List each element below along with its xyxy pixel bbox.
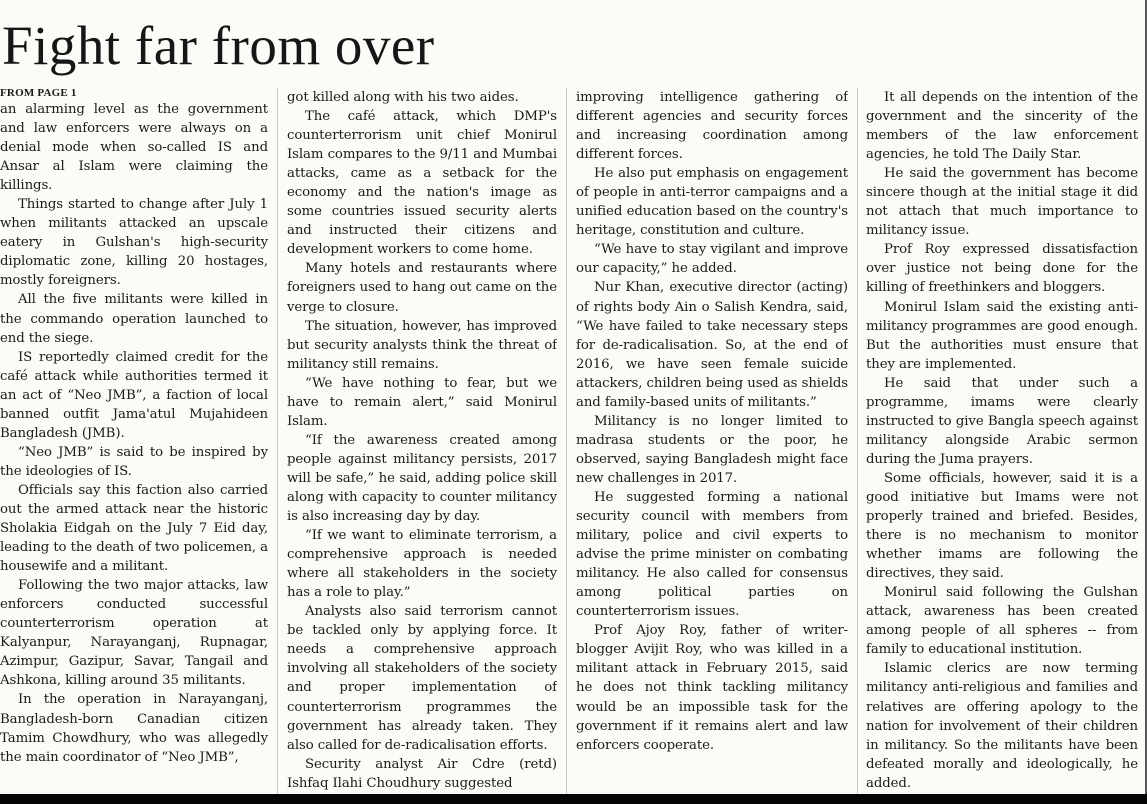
paragraph: Things started to change after July 1 when militants attacked an upscale eatery in Gulshan's high-security diplomatic zone, killing 20 hostages, mostly foreigners. [0, 197, 268, 289]
paragraph: improving intelligence gathering of different agencies and security forces and increasing coordination among different forces. [576, 90, 848, 163]
article-column-2 [287, 88, 557, 796]
paragraph: He said that under such a programme, imams were clearly instructed to give Bangla speech against militancy alongside Arabic sermon during the Juma prayers. [866, 375, 1138, 467]
paragraph: Many hotels and restaurants where foreigners used to hang out came on the verge to closure. [287, 261, 557, 315]
paragraph: Some officials, however, said it is a good initiative but Imams were not properly trained and briefed. Besides, there is no mechanism to monitor whether imams are following the directives, they said. [866, 470, 1138, 582]
paragraph: “If we want to eliminate terrorism, a comprehensive approach is needed where all stakeholders in the society has a role to play.” [287, 528, 557, 601]
paragraph: The situation, however, has improved but security analysts think the threat of militancy still remains. [287, 318, 557, 372]
paragraph: The café attack, which DMP's counterterrorism unit chief Monirul Islam compares to the 9/11 and Mumbai attacks, came as a setback for the economy and the nation's image as some countries issued security alerts and instructed their citizens and development workers to come home. [287, 109, 557, 258]
paragraph: He suggested forming a national security council with members from military, police and civil experts to advise the prime minister on combating militancy. He also called for consensus among political parties on counterterrorism issues. [576, 489, 848, 620]
paragraph: All the five militants were killed in the commando operation launched to end the siege. [0, 292, 268, 346]
headline: Fight far from over [2, 15, 435, 76]
paragraph: Security analyst Air Cdre (retd) Ishfaq Ilahi Choudhury suggested [287, 756, 557, 791]
paragraph: Following the two major attacks, law enforcers conducted successful counterterrorism operation at Kalyanpur, Narayanganj, Rupnagar, Azimpur, Gazipur, Savar, Tangail and Ashkona, killing around 35 militants. [0, 578, 268, 689]
article-column-1 [0, 100, 268, 796]
column-divider [566, 88, 567, 796]
paragraph: Islamic clerics are now terming militancy anti-religious and families and relatives are offering apology to the nation for involvement of their children in militancy. So the militants have been defeated morally and ideologically, he added. [866, 661, 1138, 791]
bottom-bar [0, 794, 1147, 804]
paragraph: Militancy is no longer limited to madrasa students or the poor, he observed, saying Bangladesh might face new challenges in 2017. [576, 413, 848, 486]
article-column-4 [866, 88, 1138, 796]
paragraph: Prof Ajoy Roy, father of writer-blogger Avijit Roy, who was killed in a militant attack in February 2015, said he does not think tackling militancy would be an impossible task for the government if it remains alert and law enforcers cooperate. [576, 623, 848, 753]
column-divider [277, 88, 278, 796]
paragraph: “We have nothing to fear, but we have to remain alert,” said Monirul Islam. [287, 375, 557, 429]
paragraph: He also put emphasis on engagement of people in anti-terror campaigns and a unified education based on the country's heritage, constitution and culture. [576, 166, 848, 239]
paragraph: Officials say this faction also carried out the armed attack near the historic Sholakia Eidgah on the July 7 Eid day, leading to the death of two policemen, a housewife and a militant. [0, 482, 268, 575]
paragraph: Nur Khan, executive director (acting) of rights body Ain o Salish Kendra, said, “We have failed to take necessary steps for de-radicalisation. So, at the end of 2016, we have seen female suicide attackers, children being used as shields and family-based units of militants.” [576, 280, 848, 410]
paragraph: an alarming level as the government and law enforcers were always on a denial mode when so-called IS and Ansar al Islam were claiming the killings. [0, 102, 268, 194]
paragraph: “We have to stay vigilant and improve our capacity,” he added. [576, 242, 848, 277]
paragraph: Monirul said following the Gulshan attack, awareness has been created among people of all spheres -- from family to educational institution. [866, 585, 1138, 658]
paragraph: Monirul Islam said the existing anti-militancy programmes are good enough. But the authorities must ensure that they are implemented. [866, 299, 1138, 372]
paragraph: “Neo JMB” is said to be inspired by the ideologies of IS. [0, 444, 268, 479]
paragraph: Prof Roy expressed dissatisfaction over justice not being done for the killing of freethinkers and bloggers. [866, 242, 1138, 296]
column-divider [857, 88, 858, 796]
paragraph: Analysts also said terrorism cannot be tackled only by applying force. It needs a comprehensive approach involving all stakeholders of the society and proper implementation of counterterrorism programmes the government has already taken. They also called for de-radicalisation efforts. [287, 604, 557, 753]
paragraph: He said the government has become sincere though at the initial stage it did not attach that much importance to militancy issue. [866, 166, 1138, 239]
article-column-3 [576, 88, 848, 796]
paragraph: It all depends on the intention of the government and the sincerity of the members of the law enforcement agencies, he told The Daily Star. [866, 90, 1138, 163]
paragraph: In the operation in Narayanganj, Bangladesh-born Canadian citizen Tamim Chowdhury, who was allegedly the main coordinator of “Neo JMB”, [0, 692, 268, 765]
paragraph: got killed along with his two aides. [287, 90, 519, 105]
paragraph: IS reportedly claimed credit for the café attack while authorities termed it an act of “Neo JMB”, a faction of local banned outfit Jama'atul Mujahideen Bangladesh (JMB). [0, 349, 268, 441]
paragraph: “If the awareness created among people against militancy persists, 2017 will be safe,” he said, adding police skill along with capacity to counter militancy is also increasing day by day. [287, 432, 557, 525]
continuation-kicker: FROM PAGE 1 [0, 87, 77, 99]
